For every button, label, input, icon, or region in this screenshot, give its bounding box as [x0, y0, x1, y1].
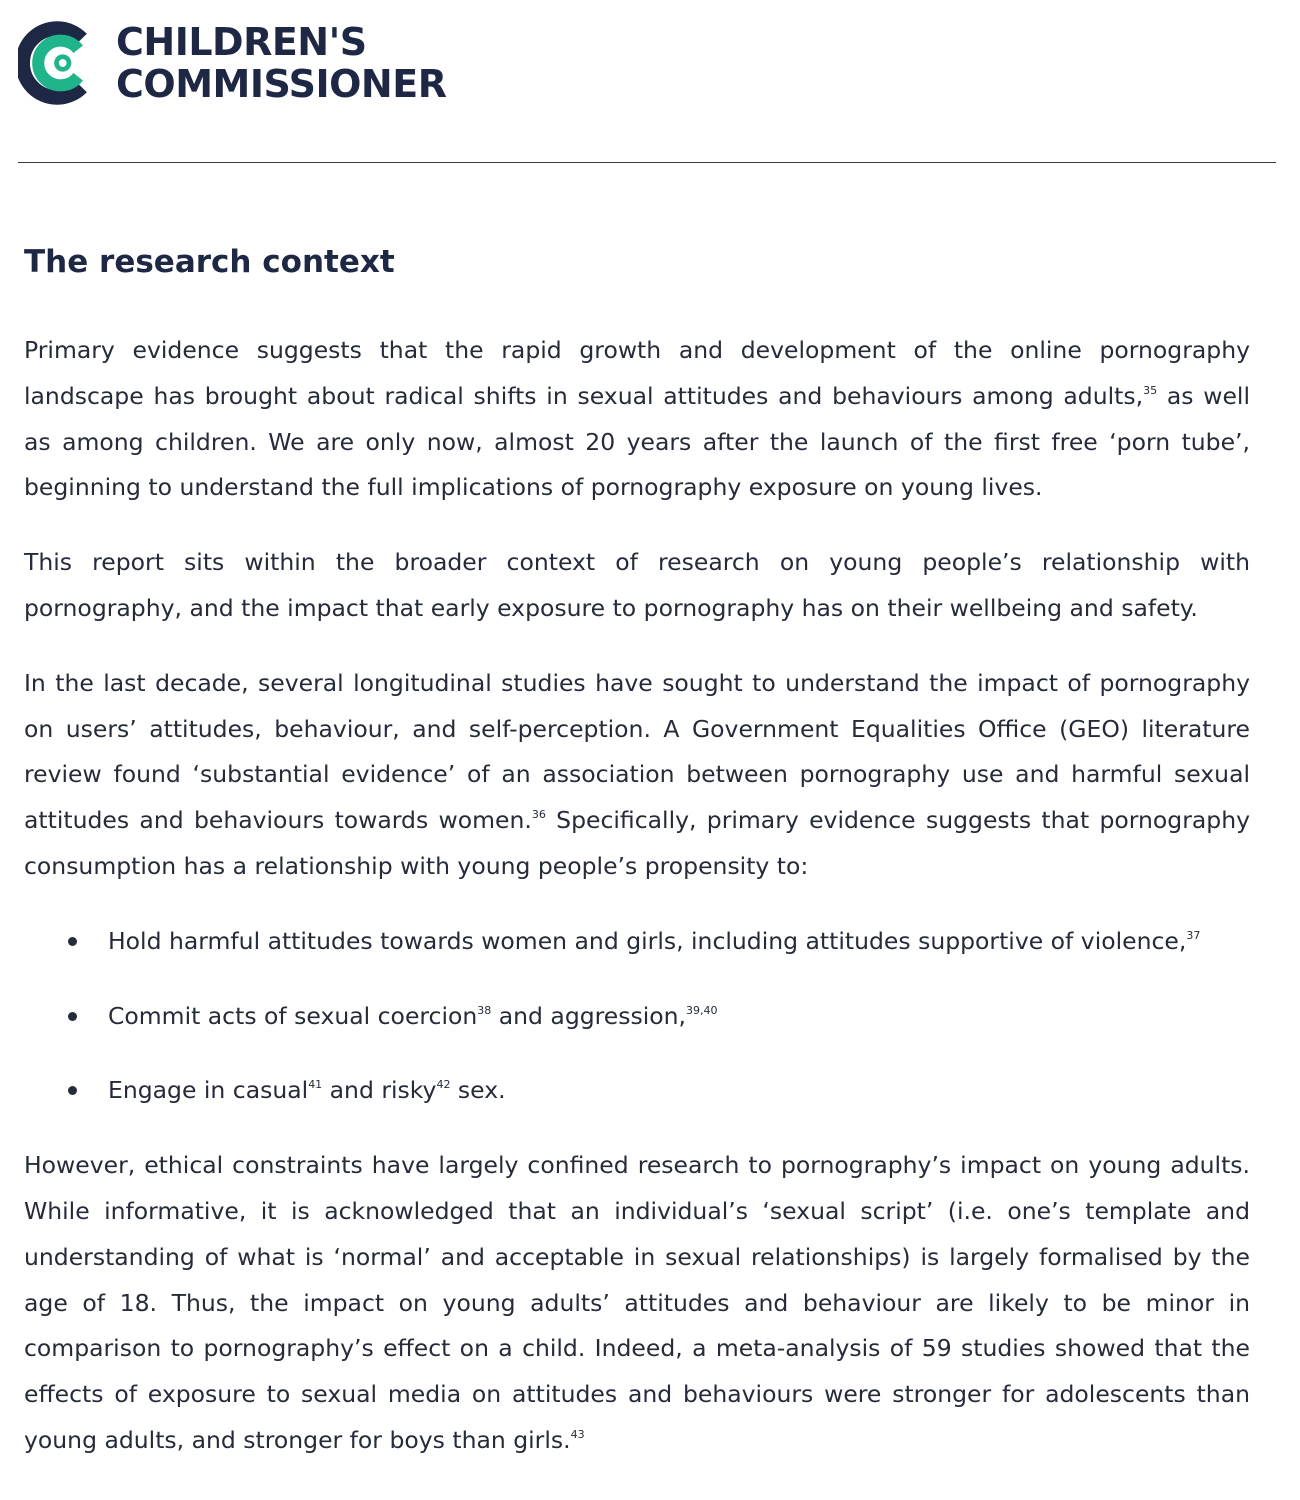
- paragraph-3-text-b: Specifically, primary evidence suggests that pornography consumption has a relationship with young people’s propensity to:: [24, 806, 1250, 880]
- body-text: [24, 328, 1250, 1464]
- bullet-icon: [68, 937, 77, 946]
- propensity-list: [24, 919, 1250, 1114]
- logo-line-2: COMMISSIONER: [116, 62, 447, 106]
- list-item: [24, 1068, 1250, 1114]
- logo-line-1: CHILDREN'S: [116, 20, 367, 64]
- childrens-commissioner-logo: [18, 20, 446, 106]
- paragraph-1-text-b: as well as among children. We are only now, almost 20 years after the launch of the first free ‘porn tube’, beginning to understand the full implications of pornography exposure on young lives.: [24, 381, 1250, 502]
- footnote-ref: 43: [570, 1427, 585, 1441]
- paragraph-1-text-a: Primary evidence suggests that the rapid growth and development of the online pornography landscape has brought about radical shifts in sexual attitudes and behaviours among adults,: [24, 336, 1250, 410]
- footnote-ref: 36: [531, 808, 546, 822]
- logo-wordmark: [116, 21, 446, 105]
- paragraph-3: [24, 661, 1250, 890]
- footnote-ref: 38: [477, 1003, 492, 1017]
- paragraph-1: [24, 328, 1250, 511]
- list-item-text: sex.: [450, 1076, 506, 1105]
- paragraph-4-text: However, ethical constraints have largely confined research to pornography’s impact on young adults. While informative, it is acknowledged that an individual’s ‘sexual script’ (i.e. one’s template and understanding of what is ‘normal’ and acceptable in sexual relationships) is largely formalised by the age of 18. Thus, the impact on young adults’ attitudes and behaviour are likely to be minor in comparison to pornography’s effect on a child. Indeed, a meta-analysis of 59 studies showed that the effects of exposure to sexual media on attitudes and behaviours were stronger for adolescents than young adults, and stronger for boys than girls.: [24, 1151, 1250, 1454]
- paragraph-4: [24, 1143, 1250, 1464]
- commissioner-c-logo-icon: [18, 20, 104, 106]
- paragraph-3-text-a: In the last decade, several longitudinal studies have sought to understand the impact of pornography on users’ attitudes, behaviour, and self-perception. A Government Equalities Office (GEO) literature review found ‘substantial evidence’ of an association between pornography use and harmful sexual attitudes and behaviours towards women.: [24, 668, 1250, 835]
- paragraph-2: [24, 540, 1250, 632]
- header-divider: [18, 162, 1276, 163]
- list-item: [24, 994, 1250, 1040]
- list-item-text: Commit acts of sexual coercion: [108, 1001, 478, 1030]
- list-item-text: and aggression,: [491, 1001, 687, 1030]
- list-item-text: and risky: [322, 1076, 437, 1105]
- footnote-ref: 39,40: [686, 1003, 718, 1017]
- bullet-icon: [68, 1012, 77, 1021]
- list-item: [24, 919, 1250, 965]
- list-item-text: Engage in casual: [108, 1076, 309, 1105]
- bullet-icon: [68, 1086, 77, 1095]
- footnote-ref: 35: [1143, 383, 1158, 397]
- footnote-ref: 37: [1186, 928, 1201, 942]
- list-item-text: Hold harmful attitudes towards women and girls, including attitudes supportive of violence,: [108, 926, 1187, 955]
- paragraph-2-text: This report sits within the broader context of research on young people’s relationship with pornography, and the impact that early exposure to pornography has on their wellbeing and safety.: [24, 548, 1250, 622]
- section-title: The research context: [24, 244, 395, 280]
- footnote-ref: 42: [436, 1078, 451, 1092]
- footnote-ref: 41: [308, 1078, 323, 1092]
